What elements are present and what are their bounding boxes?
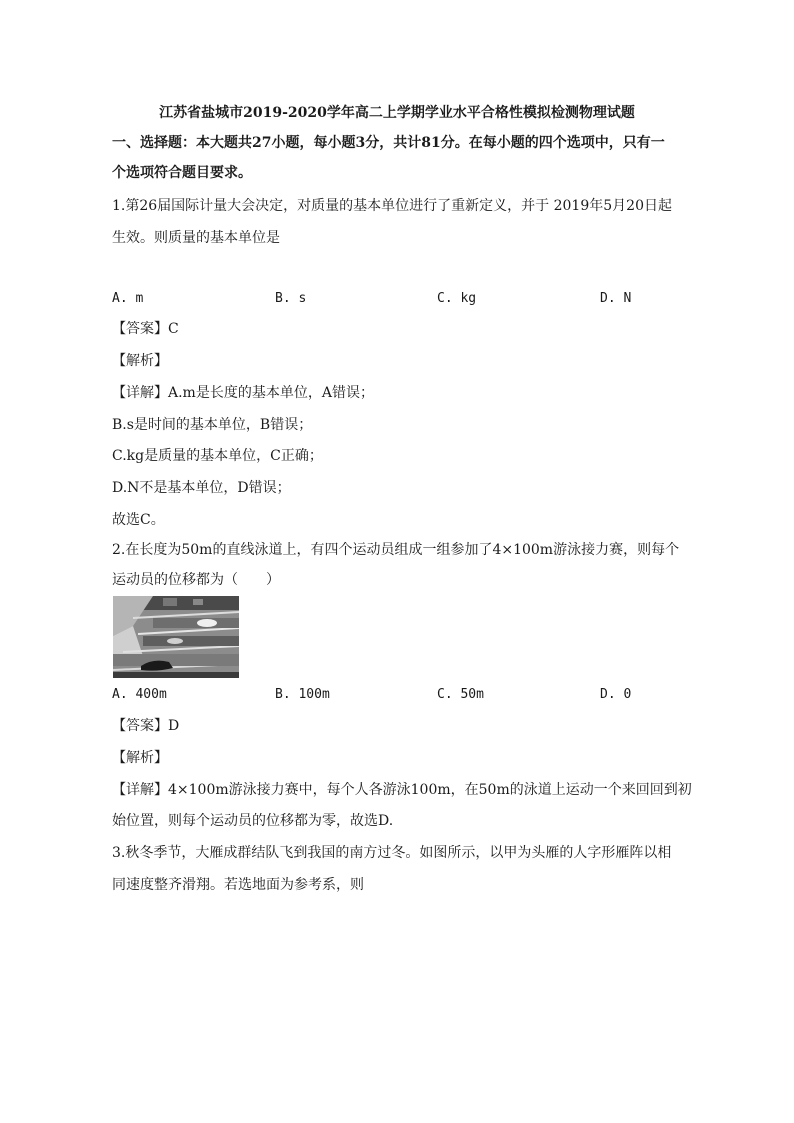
q1-options bbox=[112, 289, 672, 309]
q2-option-c: C. 50m bbox=[437, 687, 484, 702]
section-heading-line-1: 一、选择题：本大题共27小题，每小题3分，共计81分。在每小题的四个选项中，只有一 bbox=[112, 135, 665, 151]
q2-option-a: A. 400m bbox=[112, 687, 167, 702]
q2-analysis-label: 【解析】 bbox=[112, 750, 168, 766]
q1-detail-line: 【详解】A.m是长度的基本单位，A错误； bbox=[112, 385, 374, 401]
q1-answer: 【答案】C bbox=[112, 321, 179, 337]
q2-answer: 【答案】D bbox=[112, 718, 180, 734]
q1-detail-line: B.s是时间的基本单位，B错误； bbox=[112, 417, 313, 433]
q2-stem-line-1: 2.在长度为50m的直线泳道上，有四个运动员组成一组参加了4×100m游泳接力赛，则每个 bbox=[112, 542, 680, 558]
q1-analysis-label: 【解析】 bbox=[112, 353, 168, 369]
q2-stem-line-2: 运动员的位移都为（ ） bbox=[112, 572, 280, 588]
q2-detail-line-2: 始位置，则每个运动员的位移都为零，故选D. bbox=[112, 813, 394, 829]
q1-option-b: B. s bbox=[275, 291, 307, 306]
q2-options bbox=[112, 685, 672, 705]
swimming-pool-photo bbox=[113, 596, 239, 678]
q3-stem-line-1: 3.秋冬季节，大雁成群结队飞到我国的南方过冬。如图所示，以甲为头雁的人字形雁阵以相 bbox=[112, 845, 672, 861]
q1-stem-line-2: 生效。则质量的基本单位是 bbox=[112, 230, 280, 246]
q1-option-a: A. m bbox=[112, 291, 144, 306]
q1-option-c: C. kg bbox=[437, 291, 477, 306]
q3-stem-line-2: 同速度整齐滑翔。若选地面为参考系，则 bbox=[112, 877, 364, 893]
q2-detail-line-1: 【详解】4×100m游泳接力赛中，每个人各游泳100m，在50m的泳道上运动一个来回回到初 bbox=[112, 782, 692, 798]
q1-conclusion: 故选C。 bbox=[112, 512, 165, 528]
page-title: 江苏省盐城市2019-2020学年高二上学期学业水平合格性模拟检测物理试题 bbox=[159, 105, 635, 121]
section-heading-line-2: 个选项符合题目要求。 bbox=[112, 165, 252, 181]
q2-option-d: D. 0 bbox=[600, 687, 632, 702]
q1-option-d: D. N bbox=[600, 291, 632, 306]
q1-detail-line: D.N不是基本单位，D错误； bbox=[112, 480, 291, 496]
q1-stem-line-1: 1.第26届国际计量大会决定，对质量的基本单位进行了重新定义，并于 2019年5月20日起 bbox=[112, 198, 672, 214]
q1-detail-line: C.kg是质量的基本单位，C正确； bbox=[112, 448, 323, 464]
q2-option-b: B. 100m bbox=[275, 687, 330, 702]
